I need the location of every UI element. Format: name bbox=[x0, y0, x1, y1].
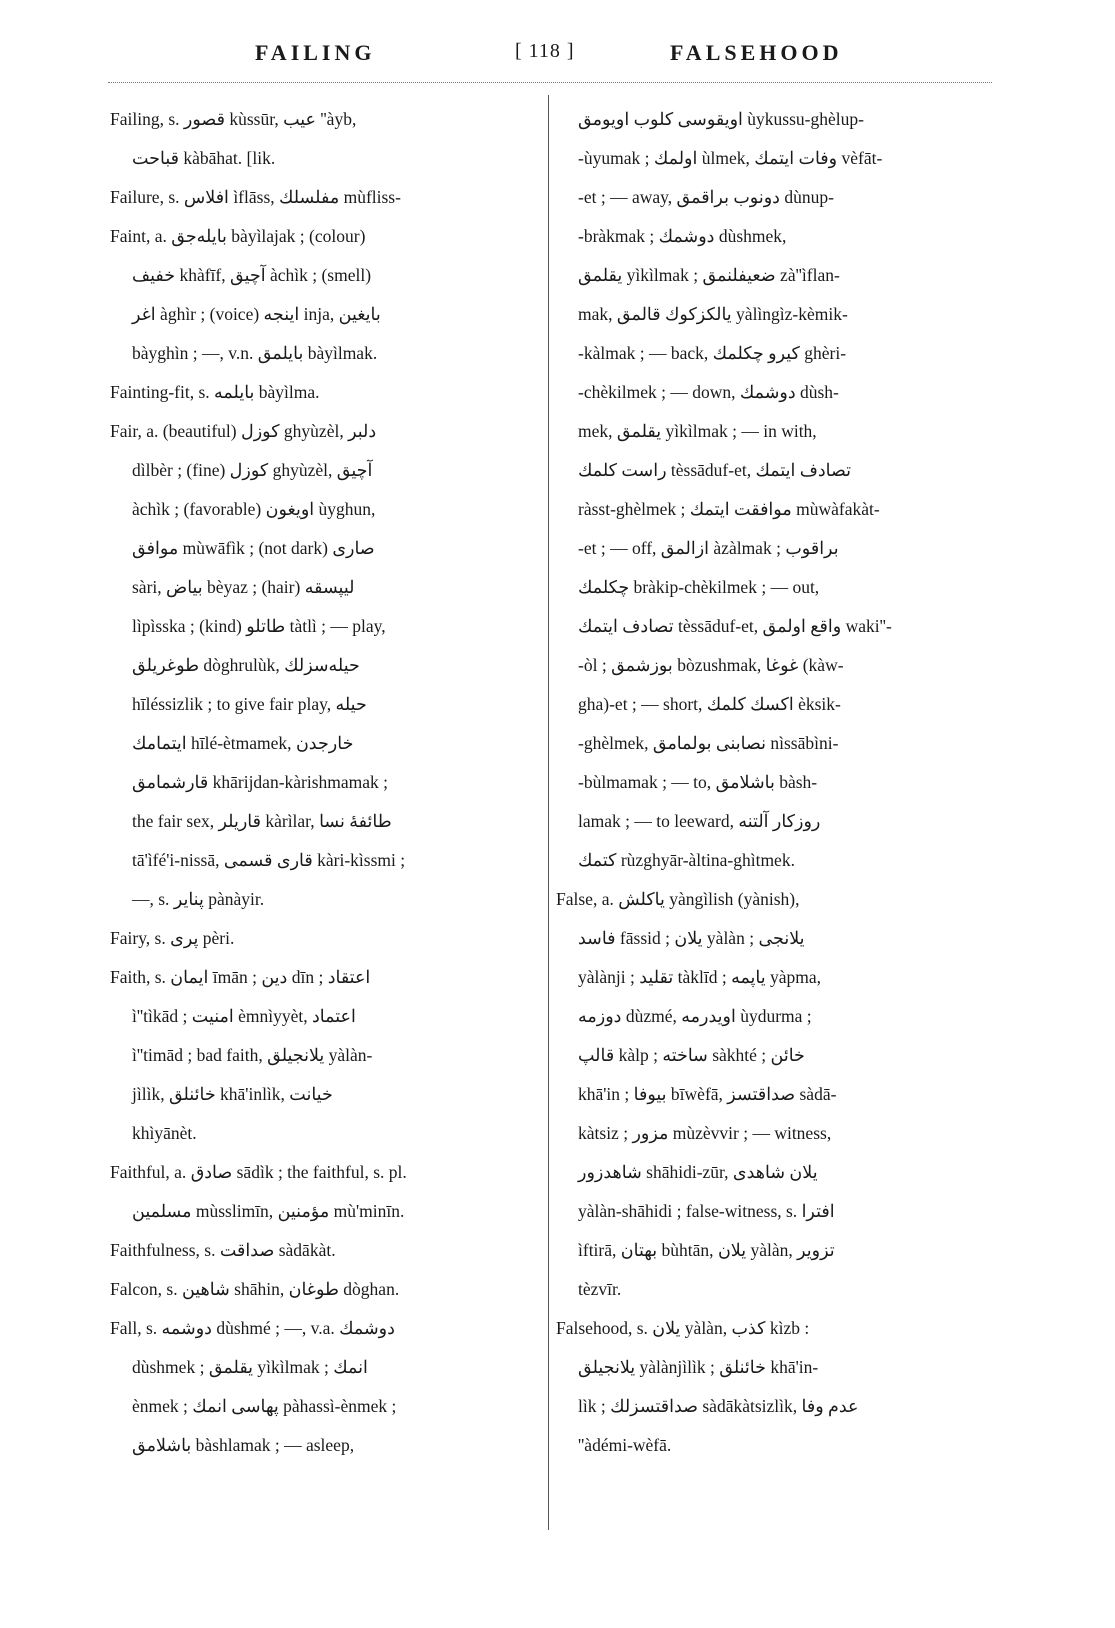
entry-line: Failure, s. افلاس ìflāss, مفلسلك mùfliss- bbox=[110, 187, 401, 207]
entry-line: Faithfulness, s. صداقت sàdākàt. bbox=[110, 1240, 336, 1260]
entry-line: tā'ìfé'i-nissā, قارى قسمى kàri-kìssmi ; bbox=[132, 850, 406, 870]
entry-line: khìyānèt. bbox=[132, 1123, 197, 1143]
entry-line: اغر àghìr ; (voice) اينجه inja, بايغين bbox=[132, 304, 381, 324]
entry-line: -kàlmak ; — back, كيرو چكلمك ghèri- bbox=[578, 343, 847, 363]
entry-line: ì''tìkād ; امنيت èmnìyyèt, اعتماد bbox=[132, 1006, 356, 1026]
entry-line: موافق mùwāfìk ; (not dark) صارى bbox=[132, 538, 375, 558]
entry-line: dùshmek ; يقلمق yìkìlmak ; انمك bbox=[132, 1357, 368, 1377]
entry-line: قارشمامق khārijdan-kàrishmamak ; bbox=[132, 772, 389, 792]
entry-line: ايتمامك hīlé-ètmamek, خارجدن bbox=[132, 733, 354, 753]
entry-line: Falcon, s. شاهين shāhin, طوغان dòghan. bbox=[110, 1279, 400, 1299]
entry-line: Falsehood, s. يلان yàlàn, كذب kìzb : bbox=[556, 1318, 810, 1338]
entry-line: -bràkmak ; دوشمك dùshmek, bbox=[578, 226, 787, 246]
entry-line: lìk ; صداقتسزلك sàdākàtsizlìk, عدم وفا bbox=[578, 1396, 859, 1416]
entry-line: dìlbèr ; (fine) كوزل ghyùzèl, آچيق bbox=[132, 460, 373, 480]
entry-line: Fall, s. دوشمه dùshmé ; —, v.a. دوشمك bbox=[110, 1318, 395, 1338]
entry-line: تصادف ايتمك tèssāduf-et, واقع اولمق waki''- bbox=[578, 616, 892, 636]
entry-line: خفيف khàfīf, آچيق àchìk ; (smell) bbox=[132, 265, 372, 285]
entry-line: باشلامق bàshlamak ; — asleep, bbox=[132, 1435, 355, 1455]
entry-line: كتمك rùzghyār-àltina-ghìtmek. bbox=[578, 850, 795, 870]
entry-line: —, s. پناير pànàyir. bbox=[132, 889, 265, 909]
entry-line: lamak ; — to leeward, روزكار آلتنه bbox=[578, 811, 821, 831]
entry-line: يقلمق yìkìlmak ; ضعيفلنمق zà''ìflan- bbox=[578, 265, 840, 285]
entry-line: yàlànji ; تقليد tàklīd ; ياپمه yàpma, bbox=[578, 967, 822, 987]
entry-line: شاهدزور shāhidi-zūr, يلان شاهدى bbox=[578, 1162, 818, 1182]
entry-line: طوغريلق dòghrulùk, حيلەسزلك bbox=[132, 655, 360, 675]
entry-line: -et ; — off, ازالمق àzàlmak ; براقوب bbox=[578, 538, 839, 558]
entry-line: ràsst-ghèlmek ; موافقت ايتمك mùwàfakàt- bbox=[578, 499, 880, 519]
entry-line: ìftirā, بهتان bùhtān, يلان yàlàn, تزوير bbox=[578, 1240, 835, 1260]
entry-line: lìpìsska ; (kind) طاتلو tàtlì ; — play, bbox=[132, 616, 386, 636]
entry-line: False, a. ياكلش yàngìlish (yànish), bbox=[556, 889, 800, 909]
header-rule bbox=[108, 82, 992, 83]
entry-line: Failing, s. قصور kùssūr, عيب ''àyb, bbox=[110, 109, 357, 129]
entry-line: راست كلمك tèssāduf-et, تصادف ايتمك bbox=[578, 460, 852, 480]
entry-line: -et ; — away, دونوب براقمق dùnup- bbox=[578, 187, 834, 207]
entry-line: فاسد fāssid ; يلان yàlàn ; يلانجى bbox=[578, 928, 805, 948]
left-headword: FAILING bbox=[255, 40, 376, 65]
entry-line: چكلمك bràkip-chèkilmek ; — out, bbox=[578, 577, 820, 597]
entry-line: ènmek ; پهاسى انمك pàhassì-ènmek ; bbox=[132, 1396, 397, 1416]
entry-line: yàlàn-shāhidi ; false-witness, s. افترا bbox=[578, 1201, 835, 1221]
column-divider bbox=[548, 95, 549, 1530]
entry-line: Faint, a. بايلەجق bàyìlajak ; (colour) bbox=[110, 226, 366, 246]
entry-line: kàtsiz ; مزور mùzèvvir ; — witness, bbox=[578, 1123, 832, 1143]
entry-line: tèzvīr. bbox=[578, 1279, 622, 1299]
entry-line: Fainting-fit, s. بايلمه bàyìlma. bbox=[110, 382, 320, 402]
entry-line: ì''timād ; bad faith, يلانجيلق yàlàn- bbox=[132, 1045, 373, 1065]
entry-line: يلانجيلق yàlànjìlìk ; خائنلق khā'in- bbox=[578, 1357, 819, 1377]
entry-line: Faith, s. ايمان īmān ; دين dīn ; اعتقاد bbox=[110, 967, 371, 987]
entry-line: مسلمين mùsslimīn, مؤمنين mù'minīn. bbox=[132, 1201, 405, 1221]
entry-line: gha)-et ; — short, اكسك كلمك èksik- bbox=[578, 694, 841, 714]
entry-line: دوزمه dùzmé, اويدرمه ùydurma ; bbox=[578, 1006, 812, 1026]
entry-line: قباحت kàbāhat. [lik. bbox=[132, 148, 276, 168]
right-column bbox=[556, 100, 984, 1465]
entry-line: khā'in ; بيوفا bīwèfā, صداقتسز sàdā- bbox=[578, 1084, 837, 1104]
entry-line: -ghèlmek, نصابنى بولمامق nìssābìni- bbox=[578, 733, 839, 753]
entry-line: ''àdémi-wèfā. bbox=[578, 1435, 672, 1455]
left-column bbox=[110, 100, 538, 1465]
entry-line: mek, يقلمق yìkìlmak ; — in with, bbox=[578, 421, 817, 441]
entry-line: -ùyumak ; اولمك ùlmek, وفات ايتمك vèfāt- bbox=[578, 148, 883, 168]
entry-line: jìlìk, خائنلق khā'inlìk, خيانت bbox=[132, 1084, 333, 1104]
entry-line: àchìk ; (favorable) اويغون ùyghun, bbox=[132, 499, 376, 519]
entry-line: sàri, بياض bèyaz ; (hair) ليپسقه bbox=[132, 577, 355, 597]
entry-line: mak, يالكزكوك قالمق yàlìngìz-kèmik- bbox=[578, 304, 848, 324]
right-headword: FALSEHOOD bbox=[670, 40, 843, 65]
entry-line: اويقوسى كلوب اويومق ùykussu-ghèlup- bbox=[578, 109, 864, 129]
entry-line: -bùlmamak ; — to, باشلامق bàsh- bbox=[578, 772, 818, 792]
entry-line: -òl ; بوزشمق bòzushmak, غوغا (kàw- bbox=[578, 655, 844, 675]
entry-line: hīléssizlik ; to give fair play, حيله bbox=[132, 694, 367, 714]
entry-line: the fair sex, قاريلر kàrìlar, طائفهٔ نسا bbox=[132, 811, 392, 831]
entry-line: Faithful, a. صادق sādìk ; the faithful, s. pl. bbox=[110, 1162, 407, 1182]
entry-line: قالپ kàlp ; ساخته sàkhté ; خائن bbox=[578, 1045, 805, 1065]
page-number: [ 118 ] bbox=[515, 40, 575, 62]
page-header bbox=[110, 36, 990, 72]
entry-line: bàyghìn ; —, v.n. بايلمق bàyìlmak. bbox=[132, 343, 378, 363]
entry-line: Fairy, s. پرى pèri. bbox=[110, 928, 235, 948]
entry-line: Fair, a. (beautiful) كوزل ghyùzèl, دلبر bbox=[110, 421, 377, 441]
entry-line: -chèkilmek ; — down, دوشمك dùsh- bbox=[578, 382, 839, 402]
